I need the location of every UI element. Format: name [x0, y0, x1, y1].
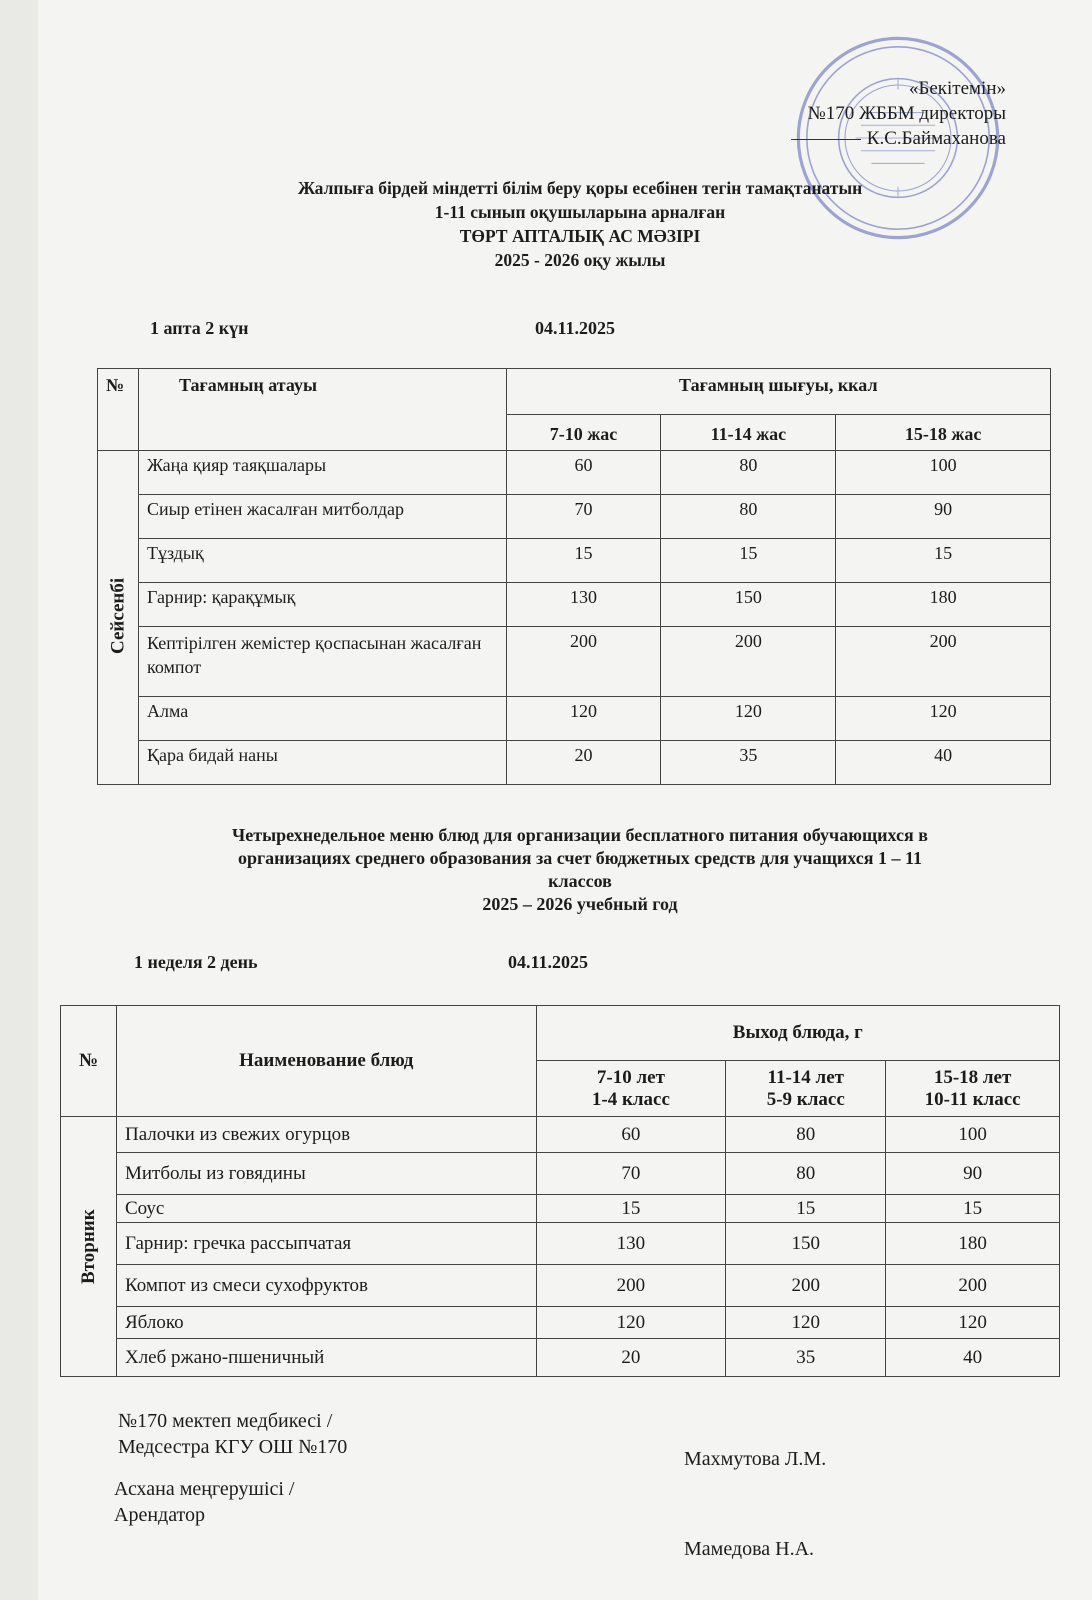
signature-line [791, 139, 861, 140]
kz-title-line2: 1-11 сынып оқушыларына арналған [434, 202, 726, 222]
kz-row-v1: 15 [506, 539, 661, 583]
canteen-role [114, 1476, 295, 1528]
approval-position: №170 ЖББМ директоры [807, 103, 1006, 124]
kz-col-dish-name: Тағамның атауы [138, 369, 506, 451]
kz-row-v3: 100 [836, 451, 1051, 495]
ru-row-name: Хлеб ржано-пшеничный [116, 1339, 536, 1377]
kz-menu-table [97, 368, 1051, 785]
kz-row-v2: 150 [661, 583, 836, 627]
kz-title-line4: 2025 - 2026 оқу жылы [494, 250, 666, 270]
ru-age1-years: 7-10 лет [596, 1066, 665, 1088]
kz-row-v3: 180 [836, 583, 1051, 627]
ru-row-v1: 15 [536, 1195, 726, 1223]
kz-row-v1: 20 [506, 741, 661, 785]
ru-row-v1: 60 [536, 1117, 726, 1153]
ru-row-v3: 120 [886, 1307, 1060, 1339]
ru-title-line3: классов [548, 871, 612, 891]
kz-row-v3: 200 [836, 627, 1051, 697]
ru-title [120, 824, 1040, 916]
kz-row-v1: 120 [506, 697, 661, 741]
kz-row-name: Жаңа қияр таяқшалары [138, 451, 506, 495]
kz-row-name: Тұздық [138, 539, 506, 583]
kz-week-day: 1 апта 2 күн [150, 318, 249, 338]
ru-row-v2: 80 [726, 1117, 886, 1153]
ru-row-v2: 200 [726, 1265, 886, 1307]
ru-col-dish-name: Наименование блюд [116, 1006, 536, 1117]
ru-row-v3: 180 [886, 1223, 1060, 1265]
canteen-role-kz: Асхана меңгерушісі / [114, 1478, 295, 1500]
ru-row-v2: 80 [726, 1153, 886, 1195]
ru-age1-grades: 1-4 класс [591, 1088, 670, 1110]
ru-date: 04.11.2025 [508, 952, 589, 972]
ru-col-age-11-14 [726, 1061, 886, 1117]
kz-row-v2: 120 [661, 697, 836, 741]
approval-block [791, 76, 1006, 151]
kz-row-name: Сиыр етінен жасалған митболдар [138, 495, 506, 539]
kz-title-line1: Жалпыға бірдей міндетті білім беру қоры есебінен тегін тамақтанатын [297, 178, 863, 198]
ru-row-name: Компот из смеси сухофруктов [116, 1265, 536, 1307]
kz-row-name: Қара бидай наны [138, 741, 506, 785]
ru-row-v1: 200 [536, 1265, 726, 1307]
kz-title-line3: ТӨРТ АПТАЛЫҚ АС МӘЗІРІ [459, 226, 701, 246]
ru-row-v3: 90 [886, 1153, 1060, 1195]
ru-row-v1: 70 [536, 1153, 726, 1195]
kz-date: 04.11.2025 [535, 318, 616, 338]
canteen-name: Мамедова Н.А. [684, 1538, 815, 1560]
kz-col-age-7-10: 7-10 жас [506, 415, 661, 451]
ru-row-v3: 15 [886, 1195, 1060, 1223]
kz-row-v1: 70 [506, 495, 661, 539]
ru-row-name: Палочки из свежих огурцов [116, 1117, 536, 1153]
kz-row-name: Гарнир: қарақұмық [138, 583, 506, 627]
kz-col-output: Тағамның шығуы, ккал [506, 369, 1050, 415]
approval-heading: «Бекітемін» [908, 78, 1006, 99]
kz-row-v1: 130 [506, 583, 661, 627]
ru-age2-years: 11-14 лет [767, 1066, 844, 1088]
ru-row-v2: 150 [726, 1223, 886, 1265]
kz-row-v1: 60 [506, 451, 661, 495]
kz-row-v2: 200 [661, 627, 836, 697]
ru-row-name: Гарнир: гречка рассыпчатая [116, 1223, 536, 1265]
ru-row-v1: 120 [536, 1307, 726, 1339]
kz-row-v2: 80 [661, 495, 836, 539]
kz-row-name: Кептірілген жемістер қоспасынан жасалған компот [138, 627, 506, 697]
ru-row-v1: 20 [536, 1339, 726, 1377]
kz-row-v2: 15 [661, 539, 836, 583]
kz-row-v2: 35 [661, 741, 836, 785]
ru-row-v1: 130 [536, 1223, 726, 1265]
ru-title-line1: Четырехнедельное меню блюд для организации бесплатного питания обучающихся в [232, 825, 928, 845]
ru-row-name: Соус [116, 1195, 536, 1223]
nurse-role-kz: №170 мектеп медбикесі / [118, 1410, 333, 1432]
kz-row-v1: 200 [506, 627, 661, 697]
kz-row-v3: 90 [836, 495, 1051, 539]
kz-day-label: Сейсенбі [98, 451, 139, 785]
ru-row-v2: 120 [726, 1307, 886, 1339]
ru-menu-table [60, 1005, 1060, 1377]
kz-row-v3: 15 [836, 539, 1051, 583]
nurse-name: Махмутова Л.М. [684, 1448, 827, 1470]
ru-row-v2: 15 [726, 1195, 886, 1223]
ru-title-line4: 2025 – 2026 учебный год [482, 894, 678, 914]
kz-col-number: № [98, 369, 139, 451]
ru-col-number: № [61, 1006, 117, 1117]
ru-col-age-7-10 [536, 1061, 726, 1117]
ru-age3-years: 15-18 лет [933, 1066, 1012, 1088]
ru-title-line2: организациях среднего образования за счет бюджетных средств для учащихся 1 – 11 [237, 848, 922, 868]
ru-col-output: Выход блюда, г [536, 1006, 1059, 1061]
nurse-role-ru: Медсестра КГУ ОШ №170 [118, 1436, 348, 1458]
ru-day-label: Вторник [61, 1117, 117, 1377]
kz-row-v3: 40 [836, 741, 1051, 785]
nurse-role [118, 1408, 347, 1460]
canteen-role-ru: Арендатор [114, 1504, 206, 1526]
kz-row-name: Алма [138, 697, 506, 741]
kz-row-v3: 120 [836, 697, 1051, 741]
ru-age2-grades: 5-9 класс [766, 1088, 845, 1110]
ru-row-name: Яблоко [116, 1307, 536, 1339]
ru-col-age-15-18 [886, 1061, 1060, 1117]
ru-row-v2: 35 [726, 1339, 886, 1377]
approval-director-name: К.С.Баймаханова [866, 128, 1006, 149]
ru-row-name: Митболы из говядины [116, 1153, 536, 1195]
kz-col-age-11-14: 11-14 жас [661, 415, 836, 451]
kz-row-v2: 80 [661, 451, 836, 495]
ru-row-v3: 200 [886, 1265, 1060, 1307]
ru-week-day: 1 неделя 2 день [134, 952, 258, 972]
kz-title [190, 176, 970, 272]
kz-col-age-15-18: 15-18 жас [836, 415, 1051, 451]
ru-age3-grades: 10-11 класс [924, 1088, 1021, 1110]
ru-row-v3: 100 [886, 1117, 1060, 1153]
ru-row-v3: 40 [886, 1339, 1060, 1377]
